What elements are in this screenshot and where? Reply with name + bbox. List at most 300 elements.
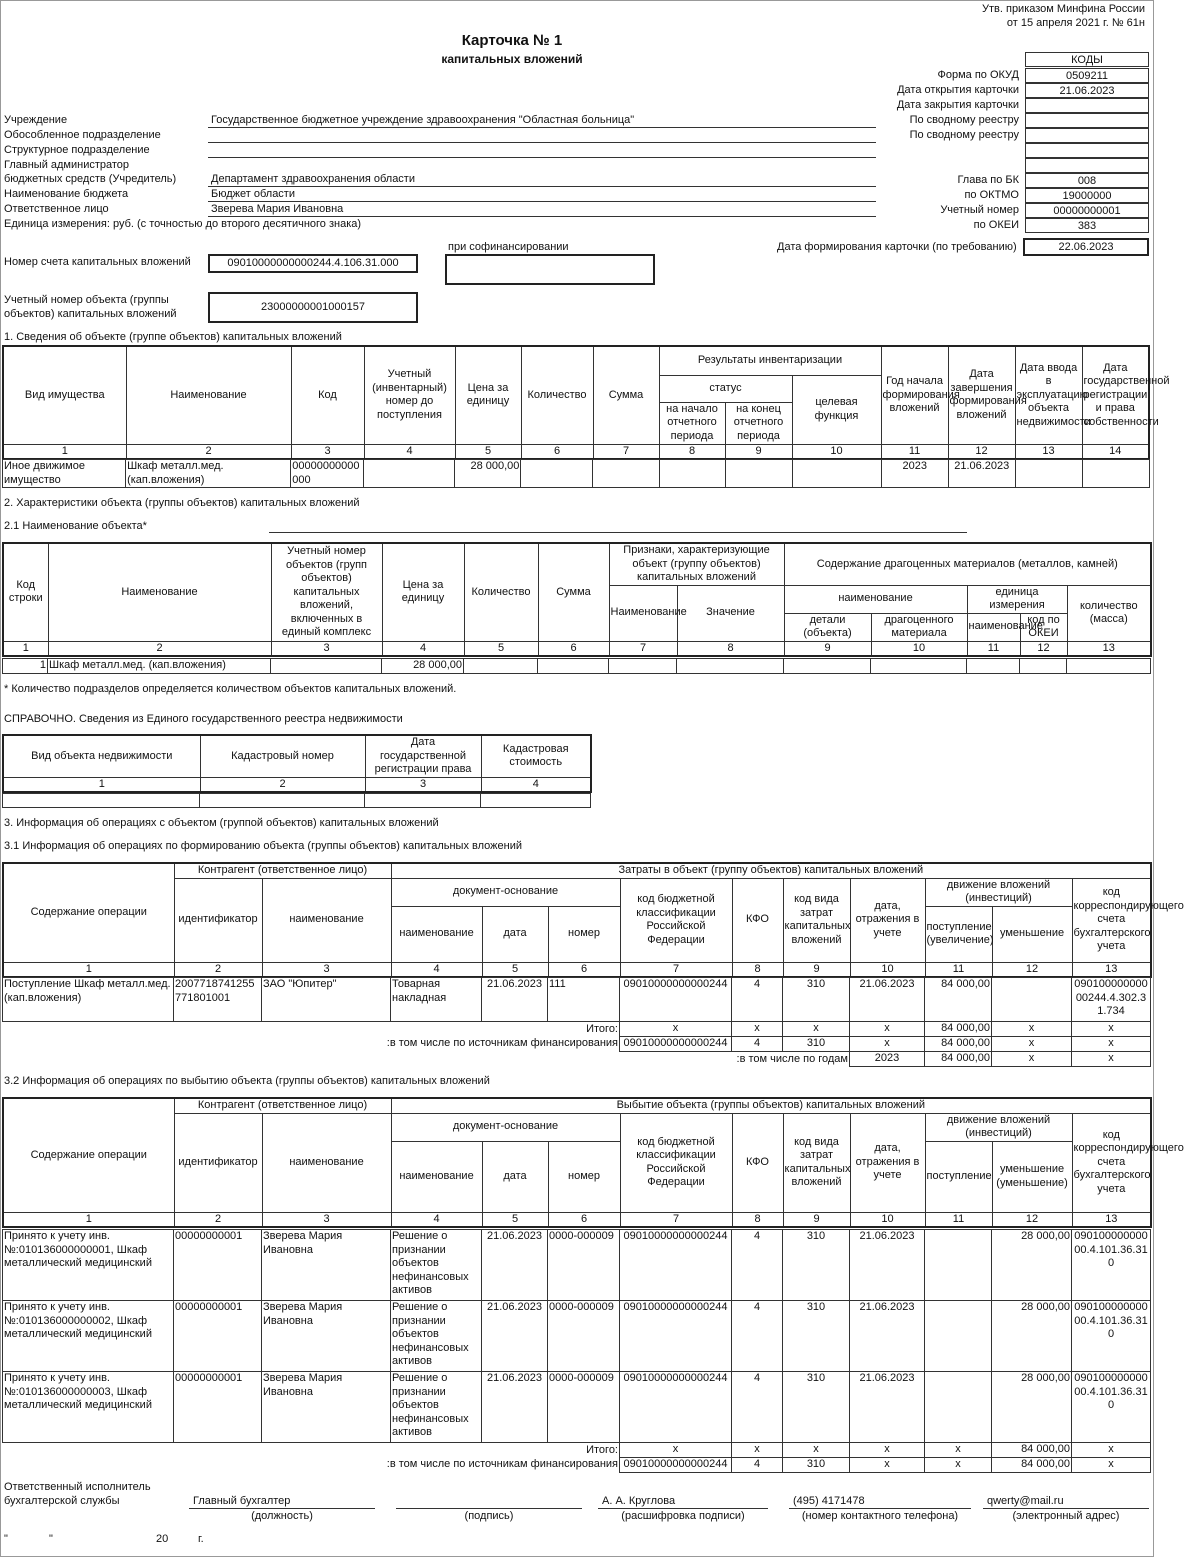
- s31-h-name: наименование: [262, 878, 391, 962]
- s32-n-9: 9: [783, 1212, 850, 1227]
- s32-h-ident: идентификатор: [174, 1113, 262, 1212]
- s32-h-dname: наименование: [391, 1141, 482, 1212]
- s32-h-inc: поступление: [925, 1141, 992, 1212]
- s31-yr-c10: 2023: [850, 1052, 925, 1067]
- section-2-data: [2, 658, 1151, 674]
- s32-r2-c4: Решение о признании объектов нефинансовых активов: [391, 1372, 482, 1443]
- s31-src-c13: x: [1072, 1037, 1151, 1052]
- s31-n-3: 3: [262, 962, 391, 977]
- s31-r0-c5: 21.06.2023: [482, 978, 548, 1022]
- s31-src-c7: 09010000000000244: [620, 1037, 732, 1052]
- s2-h-unit: единица измерения: [967, 585, 1067, 613]
- s32-n-6: 6: [548, 1212, 620, 1227]
- s31-h-move: движение вложений (инвестиций): [925, 878, 1072, 906]
- s31-h-costs: Затраты в объект (группу объектов) капитальных вложений: [391, 863, 1151, 878]
- s32-r0-c8: 4: [732, 1230, 783, 1301]
- s32-row: [3, 1301, 1151, 1372]
- s2-h-c2: Наименование: [48, 543, 271, 641]
- s2-h-c5: Количество: [464, 543, 538, 641]
- card-title: Карточка № 1: [461, 32, 563, 49]
- s32-r0-c5: 21.06.2023: [482, 1230, 548, 1301]
- s31-h-dname: наименование: [391, 906, 482, 962]
- ref-h-c4: Кадастровая стоимость: [481, 735, 591, 777]
- s31-n-8: 8: [732, 962, 783, 977]
- s1-n-1: 1: [3, 444, 126, 459]
- s31-tot-c7: x: [620, 1022, 732, 1037]
- s31-src-c10: x: [850, 1037, 925, 1052]
- s32-r0-c6: 0000-000009: [548, 1230, 620, 1301]
- s32-n-7: 7: [620, 1212, 732, 1227]
- s1-h-c3: Код: [291, 346, 364, 444]
- code-value-0: 0509211: [1025, 68, 1149, 83]
- s31-h-inc: поступление (увеличение): [925, 906, 992, 962]
- name-caption: (расшифровка подписи): [621, 1510, 745, 1522]
- s31-r0-c3: ЗАО "Юпитер": [262, 978, 391, 1022]
- s1-h-c6: Количество: [521, 346, 593, 444]
- unit-of-measure: Единица измерения: руб. (с точностью до второго десятичного знака): [4, 218, 362, 230]
- s2-n-6: 6: [538, 641, 609, 656]
- s31-n-10: 10: [850, 962, 925, 977]
- cofinancing-box: [445, 254, 655, 285]
- s1-r-c9: [725, 460, 792, 488]
- s1-h-c13: Дата ввода в эксплуатацию объекта недвижимости: [1015, 346, 1082, 444]
- s31-h-dnum: номер: [548, 906, 620, 962]
- section-3-1-title: 3.1 Информация об операциях по формированию объекта (группы объектов) капитальных вложений: [4, 840, 522, 852]
- s2-h-c9: детали (объекта): [784, 613, 871, 641]
- s1-n-10: 10: [792, 444, 881, 459]
- code-label-10: по ОКЕИ: [973, 219, 1019, 231]
- s32-r1-c8: 4: [732, 1301, 783, 1372]
- code-label-8: по ОКТМО: [964, 189, 1019, 201]
- s31-n-13: 13: [1072, 962, 1151, 977]
- position-line: [189, 1508, 375, 1509]
- s32-r0-c12: 28 000,00: [992, 1230, 1072, 1301]
- s2-h-c7: Наименование: [609, 585, 677, 641]
- s31-h-kvz: код вида затрат капитальных вложений: [783, 878, 850, 962]
- s32-r0-c4: Решение о признании объектов нефинансовых активов: [391, 1230, 482, 1301]
- s2-r-c1: 1: [3, 659, 48, 674]
- s1-r-c11: 2023: [881, 460, 948, 488]
- s32-src-c13: x: [1072, 1458, 1151, 1473]
- section-1-data: [2, 459, 1150, 488]
- s32-r1-c6: 0000-000009: [548, 1301, 620, 1372]
- s32-r0-c11: [925, 1230, 992, 1301]
- sign-phone: (495) 4171478: [793, 1495, 865, 1507]
- s32-r2-c5: 21.06.2023: [482, 1372, 548, 1443]
- s1-r-c4: [364, 460, 455, 488]
- s1-n-3: 3: [291, 444, 364, 459]
- s32-h-disposal: Выбытие объекта (группы объектов) капитальных вложений: [391, 1098, 1151, 1113]
- s31-rows: [3, 978, 1151, 1022]
- s32-r1-c2: 00000000001: [174, 1301, 262, 1372]
- s32-r2-c13: 09010000000000.4.101.36.310: [1072, 1372, 1151, 1443]
- code-label-4: По сводному реестру: [909, 129, 1019, 141]
- s32-r1-c11: [925, 1301, 992, 1372]
- s1-r-c1: Иное движимое имущество: [3, 460, 126, 488]
- s31-tot-c8: x: [732, 1022, 783, 1037]
- s32-r2-c2: 00000000001: [174, 1372, 262, 1443]
- section-3-2-title: 3.2 Информация об операциях по выбытию объекта (группы объектов) капитальных вложений: [4, 1075, 490, 1087]
- s2-h-c6: Сумма: [538, 543, 609, 641]
- reference-title: СПРАВОЧНО. Сведения из Единого государственного реестра недвижимости: [4, 713, 403, 725]
- date-quote-close: ": [49, 1533, 53, 1545]
- s32-r1-c9: 310: [783, 1301, 850, 1372]
- s1-h-c10: целевая функция: [792, 375, 881, 444]
- s1-r-c10: [792, 460, 881, 488]
- ref-h-c1: Вид объекта недвижимости: [3, 735, 200, 777]
- name-line: [598, 1508, 768, 1509]
- ref-n-2: 2: [200, 777, 365, 792]
- s1-r-c8: [659, 460, 725, 488]
- s32-tot-c8: x: [732, 1443, 783, 1458]
- code-label-7: Глава по БК: [957, 174, 1019, 186]
- sign-label-2: бухгалтерской службы: [4, 1495, 120, 1507]
- s2-h-name: наименование: [784, 585, 967, 613]
- s32-row: [3, 1372, 1151, 1443]
- s1-h-c4: Учетный (инвентарный) номер до поступления: [364, 346, 455, 444]
- section-3-2-table: [2, 1097, 1184, 1228]
- s32-r1-c12: 28 000,00: [992, 1301, 1072, 1372]
- section-3-1-data: [2, 977, 1151, 1067]
- s32-h-dec: уменьшение (уменьшение): [992, 1141, 1072, 1212]
- s32-r1-c13: 09010000000000.4.101.36.310: [1072, 1301, 1151, 1372]
- institution-line: [208, 127, 876, 128]
- code-value-7: 008: [1025, 173, 1149, 188]
- s2-n-13: 13: [1067, 641, 1151, 656]
- s32-r1-c7: 09010000000000244: [620, 1301, 732, 1372]
- section-1-title: 1. Сведения об объекте (группе объектов) капитальных вложений: [4, 331, 342, 343]
- object-label-1: Учетный номер объекта (группы: [4, 294, 169, 306]
- s31-n-4: 4: [391, 962, 482, 977]
- admin-value: Департамент здравоохранения области: [211, 173, 415, 185]
- s31-tot-c10: x: [850, 1022, 925, 1037]
- s32-r0-c1: Принято к учету инв. №:010136000000001, Шкаф металлический медицинский: [3, 1230, 174, 1301]
- approval-note: [982, 2, 1145, 30]
- s32-n-1: 1: [3, 1212, 174, 1227]
- s1-r-c13: [1015, 460, 1082, 488]
- s2-r-c4: 28 000,00: [382, 659, 464, 674]
- responsible-value: Зверева Мария Ивановна: [211, 203, 344, 215]
- s1-n-9: 9: [725, 444, 792, 459]
- s31-n-1: 1: [3, 962, 174, 977]
- s1-n-6: 6: [521, 444, 593, 459]
- s31-n-5: 5: [482, 962, 548, 977]
- s32-r2-c6: 0000-000009: [548, 1372, 620, 1443]
- s1-r-c14: [1082, 460, 1149, 488]
- s2-h-c12: код по ОКЕИ: [1020, 613, 1067, 641]
- formation-date-value: 22.06.2023: [1023, 238, 1149, 256]
- ref-n-3: 3: [365, 777, 481, 792]
- date-g: г.: [198, 1533, 204, 1545]
- code-value-9: 00000000001: [1025, 203, 1149, 218]
- s2-n-3: 3: [271, 641, 382, 656]
- s2-number-row: [3, 641, 1151, 656]
- s31-h-ident: идентификатор: [174, 878, 262, 962]
- s32-h-dateacc: дата, отражения в учете: [850, 1113, 925, 1212]
- s32-n-10: 10: [850, 1212, 925, 1227]
- code-value-8: 19000000: [1025, 188, 1149, 203]
- s32-tot-c7: x: [620, 1443, 732, 1458]
- budget-label: Наименование бюджета: [4, 188, 129, 200]
- s32-h-kfo: КФО: [732, 1113, 783, 1212]
- s2-n-9: 9: [784, 641, 871, 656]
- s1-h-status: статус: [659, 375, 792, 402]
- account-number: 09010000000000244.4.106.31.000: [208, 254, 418, 273]
- code-label-3: По сводному реестру: [909, 114, 1019, 126]
- structural-unit-line: [208, 157, 876, 158]
- admin-label-2: бюджетных средств (Учредитель): [4, 173, 177, 185]
- s1-r-c3: 00000000000000: [291, 460, 364, 488]
- s32-r0-c7: 09010000000000244: [620, 1230, 732, 1301]
- ref-n-1: 1: [3, 777, 200, 792]
- s1-n-8: 8: [659, 444, 725, 459]
- s1-r-c5: 28 000,00: [455, 460, 521, 488]
- s32-h-doc: документ-основание: [391, 1113, 620, 1141]
- s32-r0-c13: 09010000000000.4.101.36.310: [1072, 1230, 1151, 1301]
- s2-n-10: 10: [871, 641, 967, 656]
- sign-name: А. А. Круглова: [602, 1495, 676, 1507]
- s32-r2-c1: Принято к учету инв. №:010136000000003, Шкаф металлический медицинский: [3, 1372, 174, 1443]
- s32-tot-c10: x: [850, 1443, 925, 1458]
- codes-header: КОДЫ: [1025, 52, 1149, 67]
- s2-n-7: 7: [609, 641, 677, 656]
- s2-h-precious: Содержание драгоценных материалов (металлов, камней): [784, 543, 1151, 585]
- s32-tot-c9: x: [783, 1443, 850, 1458]
- s31-yr-c11: 84 000,00: [925, 1052, 992, 1067]
- s32-n-5: 5: [482, 1212, 548, 1227]
- s32-src-c12: 84 000,00: [992, 1458, 1072, 1473]
- s32-number-row: [3, 1212, 1151, 1227]
- s31-n-11: 11: [925, 962, 992, 977]
- s32-r0-c3: Зверева Мария Ивановна: [262, 1230, 391, 1301]
- s1-h-c14: Дата государственной регистрации и права собственности: [1082, 346, 1149, 444]
- s32-n-4: 4: [391, 1212, 482, 1227]
- section-1-table: [2, 345, 1170, 460]
- structural-unit-label: Структурное подразделение: [4, 144, 150, 156]
- s32-r2-c7: 09010000000000244: [620, 1372, 732, 1443]
- sign-email: qwerty@mail.ru: [987, 1495, 1064, 1507]
- section-3-1-table: [2, 862, 1184, 978]
- section-2-title: 2. Характеристики объекта (группы объектов) капитальных вложений: [4, 497, 360, 509]
- s1-h-c2: Наименование: [126, 346, 291, 444]
- s31-r0-c4: Товарная накладная: [391, 978, 482, 1022]
- s32-h-name: наименование: [262, 1113, 391, 1212]
- s32-src-c7: 09010000000000244: [620, 1458, 732, 1473]
- s32-r1-c1: Принято к учету инв. №:010136000000002, Шкаф металлический медицинский: [3, 1301, 174, 1372]
- s2-h-c3: Учетный номер объектов (групп объектов) капитальных вложений, включенных в единый комплекс: [271, 543, 382, 641]
- account-label: Номер счета капитальных вложений: [4, 256, 191, 268]
- s31-r0-c2: 2007718741255771801001: [174, 978, 262, 1022]
- s1-h-c7: Сумма: [593, 346, 659, 444]
- s1-h-c12: Дата завершения формирования вложений: [948, 346, 1015, 444]
- s31-h-doc: документ-основание: [391, 878, 620, 906]
- object-number: 23000000001000157: [208, 292, 418, 323]
- s32-r2-c3: Зверева Мария Ивановна: [262, 1372, 391, 1443]
- date-year: 20: [156, 1533, 169, 1545]
- s1-n-2: 2: [126, 444, 291, 459]
- budget-line: [208, 201, 876, 202]
- code-label-1: Дата открытия карточки: [897, 84, 1019, 96]
- s32-total-label: Итого:: [586, 1443, 618, 1456]
- email-line: [983, 1508, 1149, 1509]
- s32-tot-c13: x: [1072, 1443, 1151, 1458]
- s2-r-c2: Шкаф металл.мед. (кап.вложения): [48, 659, 271, 674]
- s32-n-12: 12: [992, 1212, 1072, 1227]
- s32-h-kbk: код бюджетной классификации Российской Федерации: [620, 1113, 732, 1212]
- s32-r0-c9: 310: [783, 1230, 850, 1301]
- approval-line1: Утв. приказом Минфина России: [982, 3, 1145, 15]
- s31-r0-c9: 310: [783, 978, 850, 1022]
- s1-number-row: [3, 444, 1149, 459]
- s2-n-11: 11: [967, 641, 1020, 656]
- ref-n-4: 4: [481, 777, 591, 792]
- s32-r1-c4: Решение о признании объектов нефинансовых активов: [391, 1301, 482, 1372]
- s1-h-c5: Цена за единицу: [455, 346, 521, 444]
- s1-r-c7: [593, 460, 659, 488]
- s31-h-dateacc: дата, отражения в учете: [850, 878, 925, 962]
- position-caption: (должность): [251, 1510, 313, 1522]
- date-quote-open: ": [4, 1533, 8, 1545]
- admin-line: [208, 186, 876, 187]
- s31-number-row: [3, 962, 1151, 977]
- s31-n-7: 7: [620, 962, 732, 977]
- code-value-10: 383: [1025, 218, 1149, 233]
- s2-h-c11: наименование: [967, 613, 1020, 641]
- separate-unit-line: [208, 142, 876, 143]
- s31-r0-c8: 4: [732, 978, 783, 1022]
- s2-n-5: 5: [464, 641, 538, 656]
- s1-r-c2: Шкаф металл.мед. (кап.вложения): [126, 460, 291, 488]
- code-value-1: 21.06.2023: [1025, 83, 1149, 98]
- s32-rows: [3, 1230, 1151, 1443]
- s31-r0-c12: [992, 978, 1072, 1022]
- s32-h-move: движение вложений (инвестиций): [925, 1113, 1072, 1141]
- s32-h-ddate: дата: [482, 1141, 548, 1212]
- s2-n-4: 4: [382, 641, 464, 656]
- s1-h-inventory: Результаты инвентаризации: [659, 346, 881, 375]
- s31-tot-c11: 84 000,00: [925, 1022, 992, 1037]
- s32-tot-c11: x: [925, 1443, 992, 1458]
- s32-r2-c10: 21.06.2023: [850, 1372, 925, 1443]
- s2-h-signs: Признаки, характеризующие объект (группу объектов) капитальных вложений: [609, 543, 784, 585]
- s1-h-c9: на конец отчетного периода: [725, 402, 792, 444]
- s32-n-8: 8: [732, 1212, 783, 1227]
- s32-r2-c11: [925, 1372, 992, 1443]
- s31-h-contractor: Контрагент (ответственное лицо): [174, 863, 391, 878]
- s1-h-c11: Год начала формирования вложений: [881, 346, 948, 444]
- s31-src-c9: 310: [783, 1037, 850, 1052]
- s1-n-14: 14: [1082, 444, 1149, 459]
- s32-h-dnum: номер: [548, 1141, 620, 1212]
- s32-h-corr: код корреспондирующего счета бухгалтерского учета: [1072, 1113, 1151, 1212]
- s32-r2-c8: 4: [732, 1372, 783, 1443]
- s2-h-c8: Значение: [677, 585, 784, 641]
- sign-label-1: Ответственный исполнитель: [4, 1481, 151, 1493]
- s32-src-c11: x: [925, 1458, 992, 1473]
- s31-h-content: Содержание операции: [3, 863, 174, 962]
- s1-h-c1: Вид имущества: [3, 346, 126, 444]
- s31-yr-c13: x: [1072, 1052, 1151, 1067]
- s32-n-2: 2: [174, 1212, 262, 1227]
- s32-r0-c10: 21.06.2023: [850, 1230, 925, 1301]
- code-label-2: Дата закрытия карточки: [896, 99, 1019, 111]
- s32-src-c8: 4: [732, 1458, 783, 1473]
- s31-src-label: в том числе по источникам финансирования:: [386, 1037, 618, 1050]
- s1-r-c6: [521, 460, 593, 488]
- s32-row: [3, 1230, 1151, 1301]
- section-3-title: 3. Информация об операциях с объектом (группой объектов) капитальных вложений: [4, 817, 439, 829]
- s31-r0-c13: 09010000000000244.4.302.31.734: [1072, 978, 1151, 1022]
- reference-table: [2, 734, 592, 793]
- section-2-1-title: 2.1 Наименование объекта*: [4, 520, 147, 532]
- s31-tot-c9: x: [783, 1022, 850, 1037]
- admin-label-1: Главный администратор: [4, 159, 130, 171]
- s32-n-11: 11: [925, 1212, 992, 1227]
- s32-h-contractor: Контрагент (ответственное лицо): [174, 1098, 391, 1113]
- s32-src-c9: 310: [783, 1458, 850, 1473]
- s32-r1-c5: 21.06.2023: [482, 1301, 548, 1372]
- s32-r2-c12: 28 000,00: [992, 1372, 1072, 1443]
- institution-value: Государственное бюджетное учреждение здравоохранения "Областная больница": [211, 114, 635, 126]
- s32-r1-c3: Зверева Мария Ивановна: [262, 1301, 391, 1372]
- s32-n-13: 13: [1072, 1212, 1151, 1227]
- s31-h-dec: уменьшение: [992, 906, 1072, 962]
- card-subtitle: капитальных вложений: [441, 52, 583, 66]
- reference-data: [2, 793, 591, 808]
- s31-n-12: 12: [992, 962, 1072, 977]
- s31-r0-c6: 111: [548, 978, 620, 1022]
- s2-h-c4: Цена за единицу: [382, 543, 464, 641]
- institution-label: Учреждение: [4, 114, 68, 126]
- code-value-4: [1025, 128, 1149, 143]
- s2-h-c1: Код строки: [3, 543, 48, 641]
- s31-n-9: 9: [783, 962, 850, 977]
- formation-date-label: Дата формирования карточки (по требованию): [777, 241, 1017, 253]
- s31-src-c8: 4: [732, 1037, 783, 1052]
- signature-line[interactable]: [396, 1508, 582, 1509]
- sign-position: Главный бухгалтер: [193, 1495, 291, 1507]
- s31-h-kfo: КФО: [732, 878, 783, 962]
- phone-line: [789, 1508, 971, 1509]
- section-2-table: [2, 542, 1152, 657]
- approval-line2: от 15 апреля 2021 г. № 61н: [1006, 17, 1145, 29]
- s32-src-label: в том числе по источникам финансирования:: [386, 1458, 618, 1471]
- s31-r0-c10: 21.06.2023: [850, 978, 925, 1022]
- s2-h-c13: количество (масса): [1067, 585, 1151, 641]
- ref-h-c2: Кадастровый номер: [200, 735, 365, 777]
- s2-n-2: 2: [48, 641, 271, 656]
- s32-r2-c9: 310: [783, 1372, 850, 1443]
- s31-r0-c11: 84 000,00: [925, 978, 992, 1022]
- s32-h-kvz: код вида затрат капитальных вложений: [783, 1113, 850, 1212]
- s2-n-1: 1: [3, 641, 48, 656]
- s31-src-c12: x: [992, 1037, 1072, 1052]
- signature-caption: (подпись): [464, 1510, 514, 1522]
- s31-h-kbk: код бюджетной классификации Российской Федерации: [620, 878, 732, 962]
- code-value-3: [1025, 113, 1149, 128]
- separate-unit-label: Обособленное подразделение: [4, 129, 161, 141]
- s31-r0-c7: 09010000000000244: [620, 978, 732, 1022]
- s1-n-7: 7: [593, 444, 659, 459]
- s1-r-c12: 21.06.2023: [948, 460, 1015, 488]
- s32-src-c10: x: [850, 1458, 925, 1473]
- footnote: * Количество подразделов определяется количеством объектов капитальных вложений.: [4, 683, 457, 695]
- s32-h-content: Содержание операции: [3, 1098, 174, 1212]
- s31-r0-c1: Поступление Шкаф металл.мед. (кап.вложения): [3, 978, 174, 1022]
- s31-n-6: 6: [548, 962, 620, 977]
- s31-n-2: 2: [174, 962, 262, 977]
- responsible-label: Ответственное лицо: [4, 203, 109, 215]
